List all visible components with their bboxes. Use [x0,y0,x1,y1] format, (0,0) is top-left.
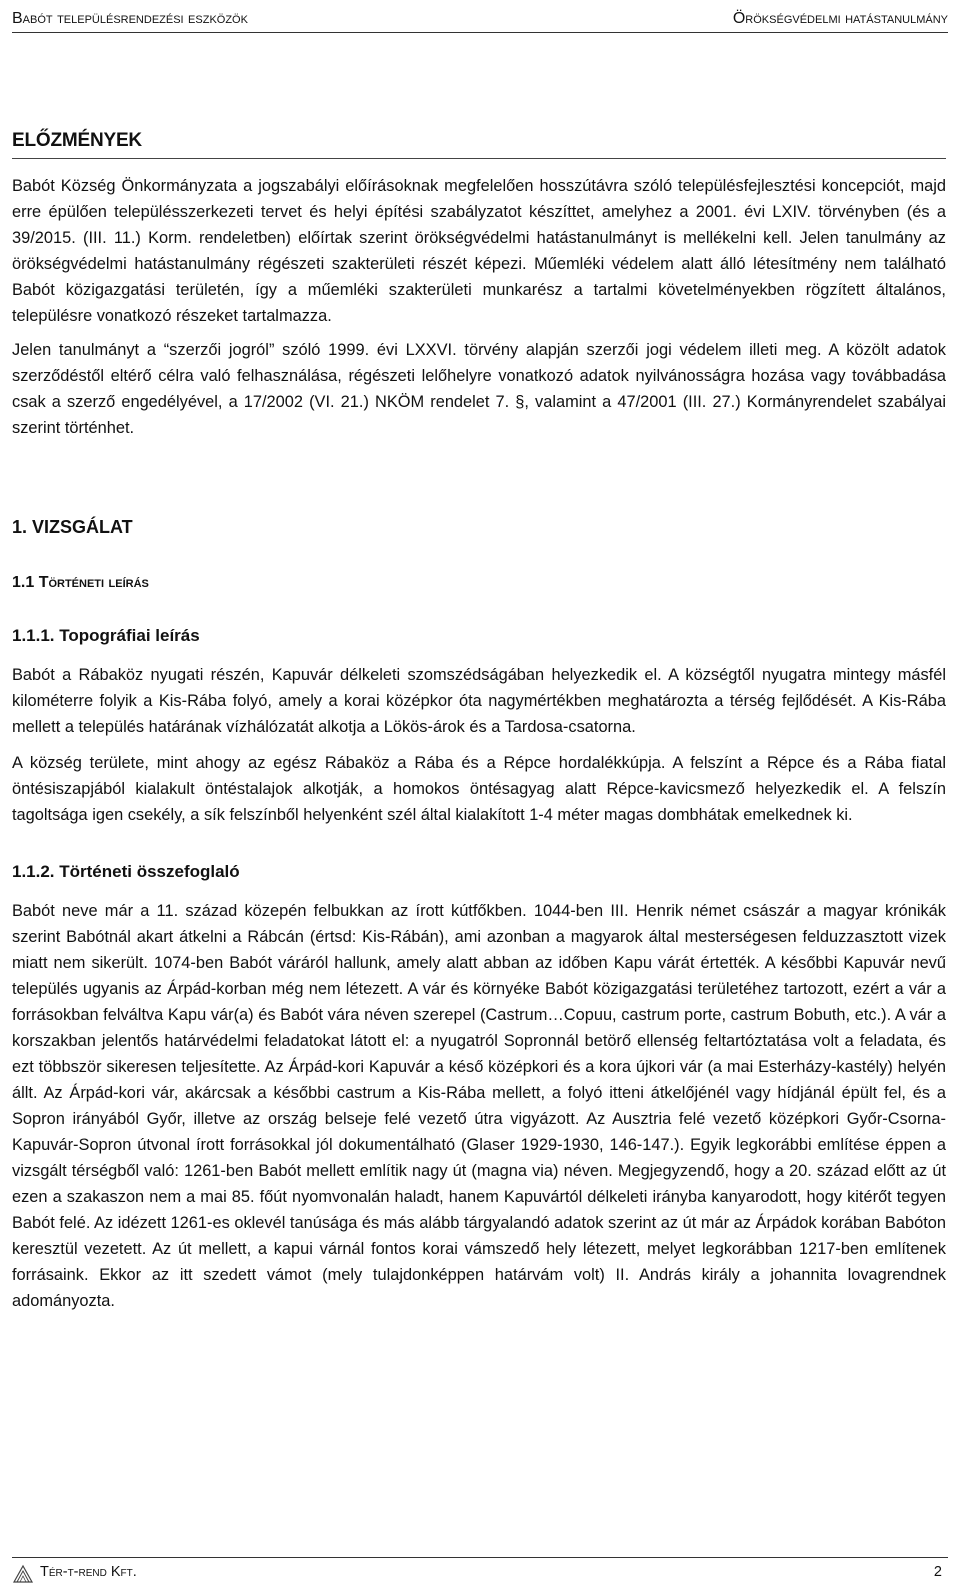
section-1-heading: 1. VIZSGÁLAT [12,517,133,537]
spacer [12,159,946,173]
footer-company: Tér-t-rend Kft. [40,1564,137,1580]
topography-paragraph-2: A község területe, mint ahogy az egész Rábaköz a Rába és a Répce hordalékkúpja. A felszínt a Répce és a Rába fiatal öntésiszapjából kialakult öntéstalajok alkotják, a homokos öntésagyag alatt Répce-kavicsmező helyezkedik el. A felszín tagoltsága igen csekély, a sík felszínből helyenként szél által kialakított 1-4 méter magas dombhátak emelkednek ki. [12,754,946,824]
page-header [12,6,948,33]
topography-paragraph-1: Babót a Rábaköz nyugati részén, Kapuvár délkeleti szomszédságában helyezkedik el. A községtől nyugatra mintegy másfél kilométerre folyik a Kis-Rába folyó, amely a korai középkor óta nagymértékben meghatározta a térség fejlődését. A Kis-Rába mellett a település határának vízhálózatát alkotja a Lökös-árok és a Tardosa-csatorna. [12,666,946,736]
page-footer [12,1557,948,1588]
history-paragraph-1: Babót neve már a 11. század közepén felbukkan az írott kútfőkben. 1044-ben III. Henrik német császár a magyar krónikák szerint Babótnál akart átkelni a Rábcán (értsd: Kis-Rábán), ami azonban a magyarok által mesterségesen felduzzasztott vizek miatt nem sikerült. 1074-ben Babót váráról hallunk, amely alatt abban az időben Kapu várát értették. A későbbi Kapuvár nevű település ugyanis az Árpád-korban még nem létezett. A vár és környéke Babót közigazgatási területéhez tartozott, ezért a vár a forrásokban felváltva Kapu vár(a) és Babót vára néven szerepel (Castrum…Copuu, castrum porte, castrum Bobuth, etc.). A vár a korszakban jelentős határvédelmi feladatokat látott el: a nyugatról Sopronnál betörő ellenség feltartóztatása volt a feladata, és ezt többször sikeresen teljesítette. Az Árpád-kori Kapuvár a késő középkori és a kora újkori vár (a mai Esterházy-kastély) helyén állt. Az Árpád-kori vár, akárcsak a későbbi castrum a Kis-Rába mellett, a folyó itteni átkelőjénél vagy hídjánál épült fel, és a Sopron irányából Győr, illetve az ország belseje felé vezető útra vigyázott. Az Ausztria felé vezető középkori Győr-Csorna-Kapuvár-Sopron útvonal írott forrásokkal jól dokumentálható (Glaser 1929-1930, 146-147.). Egyik legkorábbi említése éppen a vizsgált térségből való: 1261-ben Babót mellett említik nagy út (magna via) néven. Megjegyzendő, hogy a 20. század előtt az út ezen a szakaszon nem a mai 85. főút nyomvonalán haladt, hanem Kapuvártól délkeleti irányba kanyarodott, hogy kitérőt tegyen Babót felé. Az idézett 1261-es oklevél tanúsága és más alább tárgyalandó adatok szerint az út már az Árpádok korában Babóton keresztül vezetett. Az út mellett, a kapui várnál fontos korai vámszedő hely létezett, melyet legkorábban 1217-ben említenek forrásaink. Ekkor az itt szedett vámot (mely tulajdonképpen határvám volt) II. András király a johannita lovagrendnek adományozta. [12,902,946,1310]
header-left-title: Babót településrendezési eszközök [12,10,248,27]
section-1-1-heading: 1.1 Történeti leírás [12,574,149,591]
intro-paragraph-2: Jelen tanulmányt a “szerzői jogról” szóló 1999. évi LXXVI. törvény alapján szerzői jogi védelem illeti meg. A közölt adatok szerződéstől eltérő célra való felhasználása, régészeti lelőhelyre vonatkozó adatok nyilvánosságra hozása vagy továbbadása csak a szerző engedélyével, a 17/2002 (VI. 21.) NKÖM rendelet 7. §, valamint a 47/2001 (III. 27.) Kormányrendelet szabályai szerint történhet. [12,341,946,437]
document-body [12,130,946,1322]
company-logo-icon [12,1564,34,1584]
intro-paragraph-1: Babót Község Önkormányzata a jogszabályi előírásoknak megfelelően hosszútávra szóló településfejlesztési koncepciót, majd erre épülően településszerkezeti tervet és helyi építési szabályzatot készíttet, amelyhez a 2001. évi LXIV. törvényben (és a 39/2015. (III. 11.) Korm. rendeletben) előírtak szerint örökségvédelmi hatástanulmányt is mellékelni kell. Jelen tanulmány az örökségvédelmi hatástanulmány régészeti szakterületi részét képezi. Műemléki védelem alatt álló létesítmény nem található Babót közigazgatási területén, így a műemléki szakterületi munkarész a tartalmi követelményekben rögzített általános, településre vonatkozó részeket tartalmazza. [12,177,946,325]
header-right-title: Örökségvédelmi hatástanulmány [732,10,948,27]
section-1-1-1-heading: 1.1.1. Topográfiai leírás [12,626,200,645]
intro-heading: ELŐZMÉNYEK [12,130,946,159]
page-number: 2 [933,1564,942,1580]
section-1-1-2-heading: 1.1.2. Történeti összefoglaló [12,862,240,881]
